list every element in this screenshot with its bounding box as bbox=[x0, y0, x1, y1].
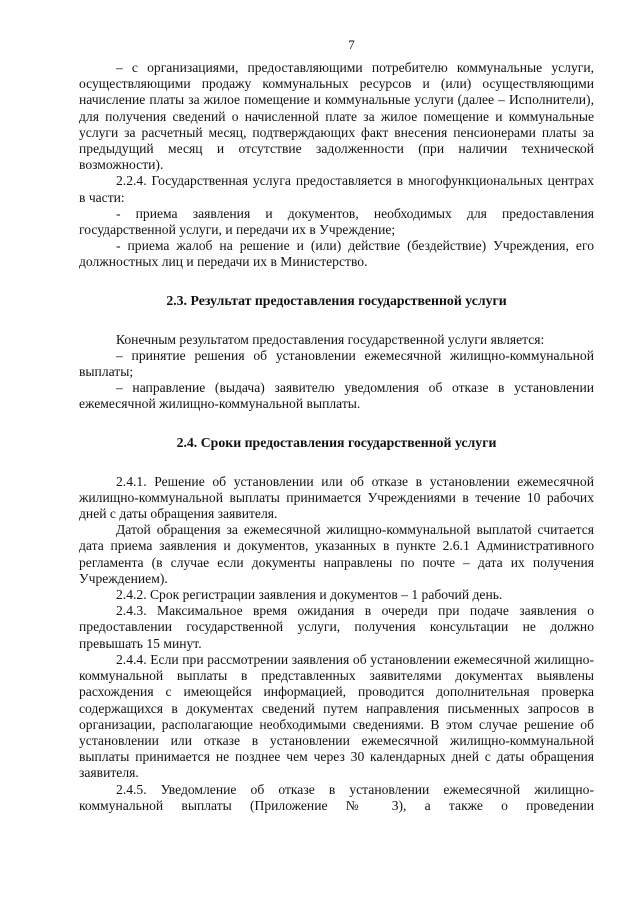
paragraph-2-4-2: 2.4.2. Срок регистрации заявления и документов – 1 рабочий день. bbox=[116, 587, 503, 603]
paragraph-application-date: Датой обращения за ежемесячной жилищно-коммунальной выплатой считается дата приема заявления и документов, указанных в пункте 2.6.1 Административного регламента (в случае если документы направлены по почте – дата их получения Учреждением). bbox=[79, 522, 594, 586]
paragraph-organizations-list: – с организациями, предоставляющими потребителю коммунальные услуги, осуществляющими продажу коммунальных ресурсов и (или) осуществляющими начисление платы за жилое помещение и коммунальные услуги (далее – Исполнители), для получения сведений о начисленной плате за жилое помещение и коммунальные услуги за расчетный месяц, подтверждающих факт внесения пенсионерами платы за предыдущий месяц и отсутствие задолженности (при наличии технической возможности). bbox=[79, 60, 594, 173]
section-heading-2-4: 2.4. Сроки предоставления государственной услуги bbox=[176, 434, 497, 450]
paragraph-result-refusal: – направление (выдача) заявителю уведомления об отказе в установлении ежемесячной жилищно-коммунальной выплаты. bbox=[79, 380, 594, 412]
page-number: 7 bbox=[348, 37, 355, 52]
paragraph-2-4-3: 2.4.3. Максимальное время ожидания в очереди при подаче заявления о предоставлении государственной услуги, получения консультации не должно превышать 15 минут. bbox=[79, 603, 594, 651]
paragraph-2-4-4: 2.4.4. Если при рассмотрении заявления об установлении ежемесячной жилищно-коммунальной выплаты в представленных заявителями документах выявлены расхождения с имеющейся информацией, проводится дополнительная проверка содержащихся в документах сведений путем направления письменных запросов в организации, располагающие необходимыми сведениями. В этом случае решение об установлении или отказе в установлении ежемесячной жилищно-коммунальной выплаты принимается не позднее чем через 30 календарных дней с даты обращения заявителя. bbox=[79, 651, 594, 781]
paragraph-2-4-1: 2.4.1. Решение об установлении или об отказе в установлении ежемесячной жилищно-коммунальной выплаты принимается Учреждениями в течение 10 рабочих дней с даты обращения заявителя. bbox=[79, 473, 594, 522]
paragraph-mfc-applications: - приема заявления и документов, необходимых для предоставления государственной услуги, и передачи их в Учреждение; bbox=[79, 205, 594, 238]
paragraph-mfc-complaints: - приема жалоб на решение и (или) действие (бездействие) Учреждения, его должностных лиц и передачи их в Министерство. bbox=[79, 238, 594, 270]
paragraph-final-result: Конечным результатом предоставления государственной услуги является: bbox=[116, 331, 545, 347]
paragraph-result-decision: – принятие решения об установлении ежемесячной жилищно-коммунальной выплаты; bbox=[79, 347, 594, 380]
paragraph-2-2-4: 2.2.4. Государственная услуга предоставляется в многофункциональных центрах в части: bbox=[79, 173, 594, 205]
paragraph-2-4-5: 2.4.5. Уведомление об отказе в установлении ежемесячной жилищно-коммунальной выплаты (Приложение № 3), а также о проведении bbox=[79, 781, 594, 813]
section-heading-2-3: 2.3. Результат предоставления государственной услуги bbox=[166, 292, 507, 308]
